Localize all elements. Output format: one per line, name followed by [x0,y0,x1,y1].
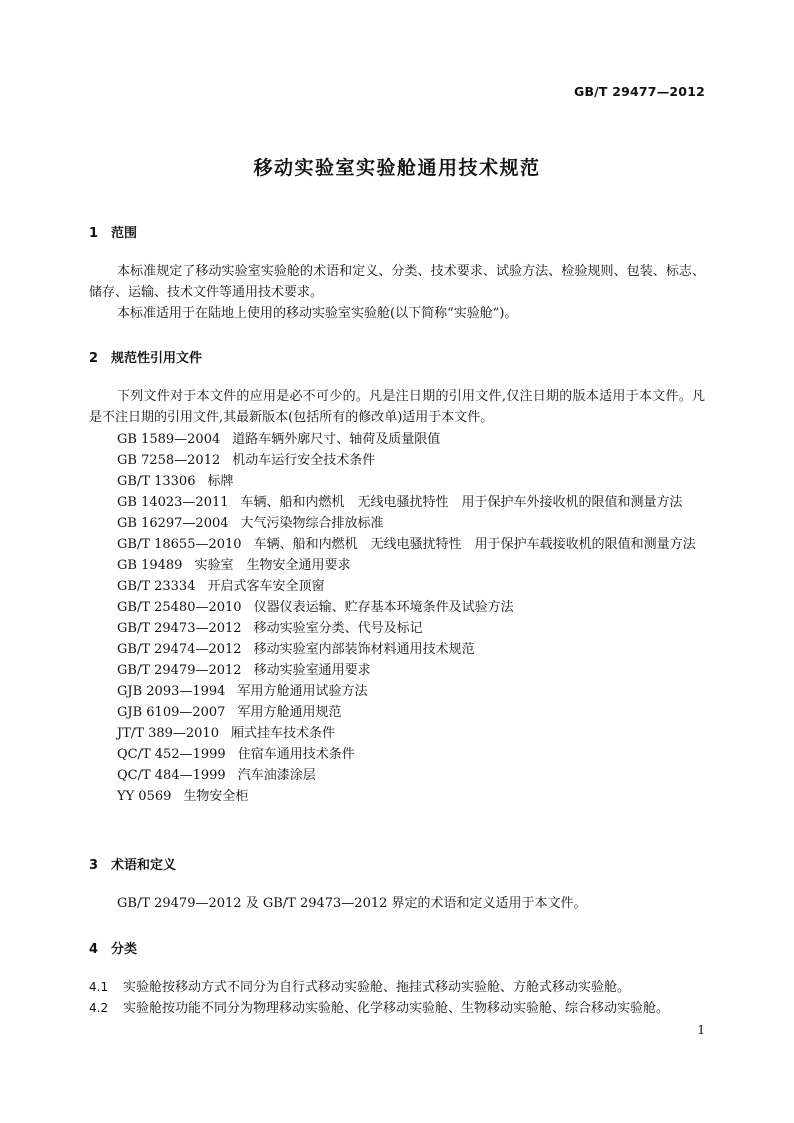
section-1-heading [89,222,137,241]
reference-item [89,429,705,450]
section-1-paragraph-2: 本标准适用于在陆地上使用的移动实验室实验舱(以下简称“实验舱”)。 [117,306,518,321]
reference-code: GB/T 23334 [117,579,196,594]
reference-title: 标牌 [207,474,234,489]
reference-item [89,702,705,723]
reference-item [89,618,705,639]
reference-code: GJB 6109—2007 [117,705,226,720]
reference-title: 汽车油漆涂层 [237,768,316,783]
clause-text: 实验舱按功能不同分为物理移动实验舱、化学移动实验舱、生物移动实验舱、综合移动实验舱。 [123,1001,670,1016]
reference-title: 车辆、船和内燃机 无线电骚扰特性 用于保护车外接收机的限值和测量方法 [240,495,683,510]
reference-item [89,471,705,492]
reference-item [89,765,705,786]
reference-title: 移动实验室内部装饰材料通用技术规范 [253,642,475,657]
reference-code: GB 16297—2004 [117,516,229,531]
section-4-number: 4 [89,942,99,957]
reference-title: 厢式挂车技术条件 [230,726,335,741]
reference-item [89,450,705,471]
reference-title: 住宿车通用技术条件 [237,747,355,762]
reference-title: 机动车运行安全技术条件 [232,453,376,468]
reference-title: 生物安全柜 [183,789,249,804]
reference-code: GB 1589—2004 [117,432,221,447]
section-1-number: 1 [89,226,99,241]
reference-item [89,492,705,513]
standard-code: GB/T 29477—2012 [573,84,705,99]
reference-title: 军用方舱通用规范 [237,705,342,720]
reference-item [89,576,705,597]
clause-4-2 [89,998,705,1019]
normative-reference-list [89,429,705,807]
reference-title: 仪器仪表运输、贮存基本环境条件及试验方法 [253,600,514,615]
reference-code: GB 19489 [117,558,183,573]
clause-4-1 [89,977,705,998]
section-3-heading [89,854,176,873]
section-3-paragraph: GB/T 29479—2012 及 GB/T 29473—2012 界定的术语和定义适用于本文件。 [117,896,587,911]
reference-code: QC/T 484—1999 [117,768,226,783]
reference-code: GB 14023—2011 [117,495,229,510]
section-4-heading [89,938,137,957]
reference-code: GB/T 18655—2010 [117,537,242,552]
section-4-title: 分类 [111,942,138,957]
section-1-title: 范围 [111,226,138,241]
reference-title: 开启式客车安全顶窗 [207,579,325,594]
reference-item [89,555,705,576]
reference-item [89,681,705,702]
clause-number: 4.2 [89,1001,109,1015]
section-2-intro: 下列文件对于本文件的应用是必不可少的。凡是注日期的引用文件,仅注日期的版本适用于本文件。凡是不注日期的引用文件,其最新版本(包括所有的修改单)适用于本文件。 [89,389,705,425]
section-2-title: 规范性引用文件 [111,351,203,366]
clause-text: 实验舱按移动方式不同分为自行式移动实验舱、拖挂式移动实验舱、方舱式移动实验舱。 [123,980,631,995]
section-2-number: 2 [89,351,99,366]
reference-item [89,786,705,807]
reference-item [89,723,705,744]
reference-title: 移动实验室通用要求 [253,663,371,678]
reference-code: YY 0569 [117,789,172,804]
reference-item [89,597,705,618]
clause-number: 4.1 [89,980,109,994]
reference-code: JT/T 389—2010 [117,726,219,741]
reference-title: 车辆、船和内燃机 无线电骚扰特性 用于保护车载接收机的限值和测量方法 [253,537,696,552]
page-number: 1 [697,1023,705,1037]
reference-item [89,639,705,660]
section-1-paragraph-1: 本标准规定了移动实验室实验舱的术语和定义、分类、技术要求、试验方法、检验规则、包装、标志、储存、运输、技术文件等通用技术要求。 [89,264,705,300]
reference-code: GB/T 29479—2012 [117,663,242,678]
reference-item [89,744,705,765]
reference-code: GB 7258—2012 [117,453,221,468]
reference-code: GB/T 29473—2012 [117,621,242,636]
reference-title: 实验室 生物安全通用要求 [194,558,351,573]
reference-code: QC/T 452—1999 [117,747,226,762]
reference-code: GB/T 25480—2010 [117,600,242,615]
document-title: 移动实验室实验舱通用技术规范 [253,157,541,179]
reference-item [89,660,705,681]
reference-title: 大气污染物综合排放标准 [240,516,384,531]
reference-item [89,534,705,555]
reference-code: GB/T 13306 [117,474,196,489]
section-2-heading [89,347,202,366]
reference-title: 道路车辆外廓尺寸、轴荷及质量限值 [232,432,441,447]
section-3-title: 术语和定义 [111,858,177,873]
reference-code: GB/T 29474—2012 [117,642,242,657]
section-3-number: 3 [89,858,99,873]
reference-item [89,513,705,534]
reference-title: 移动实验室分类、代号及标记 [253,621,423,636]
reference-title: 军用方舱通用试验方法 [237,684,368,699]
reference-code: GJB 2093—1994 [117,684,226,699]
